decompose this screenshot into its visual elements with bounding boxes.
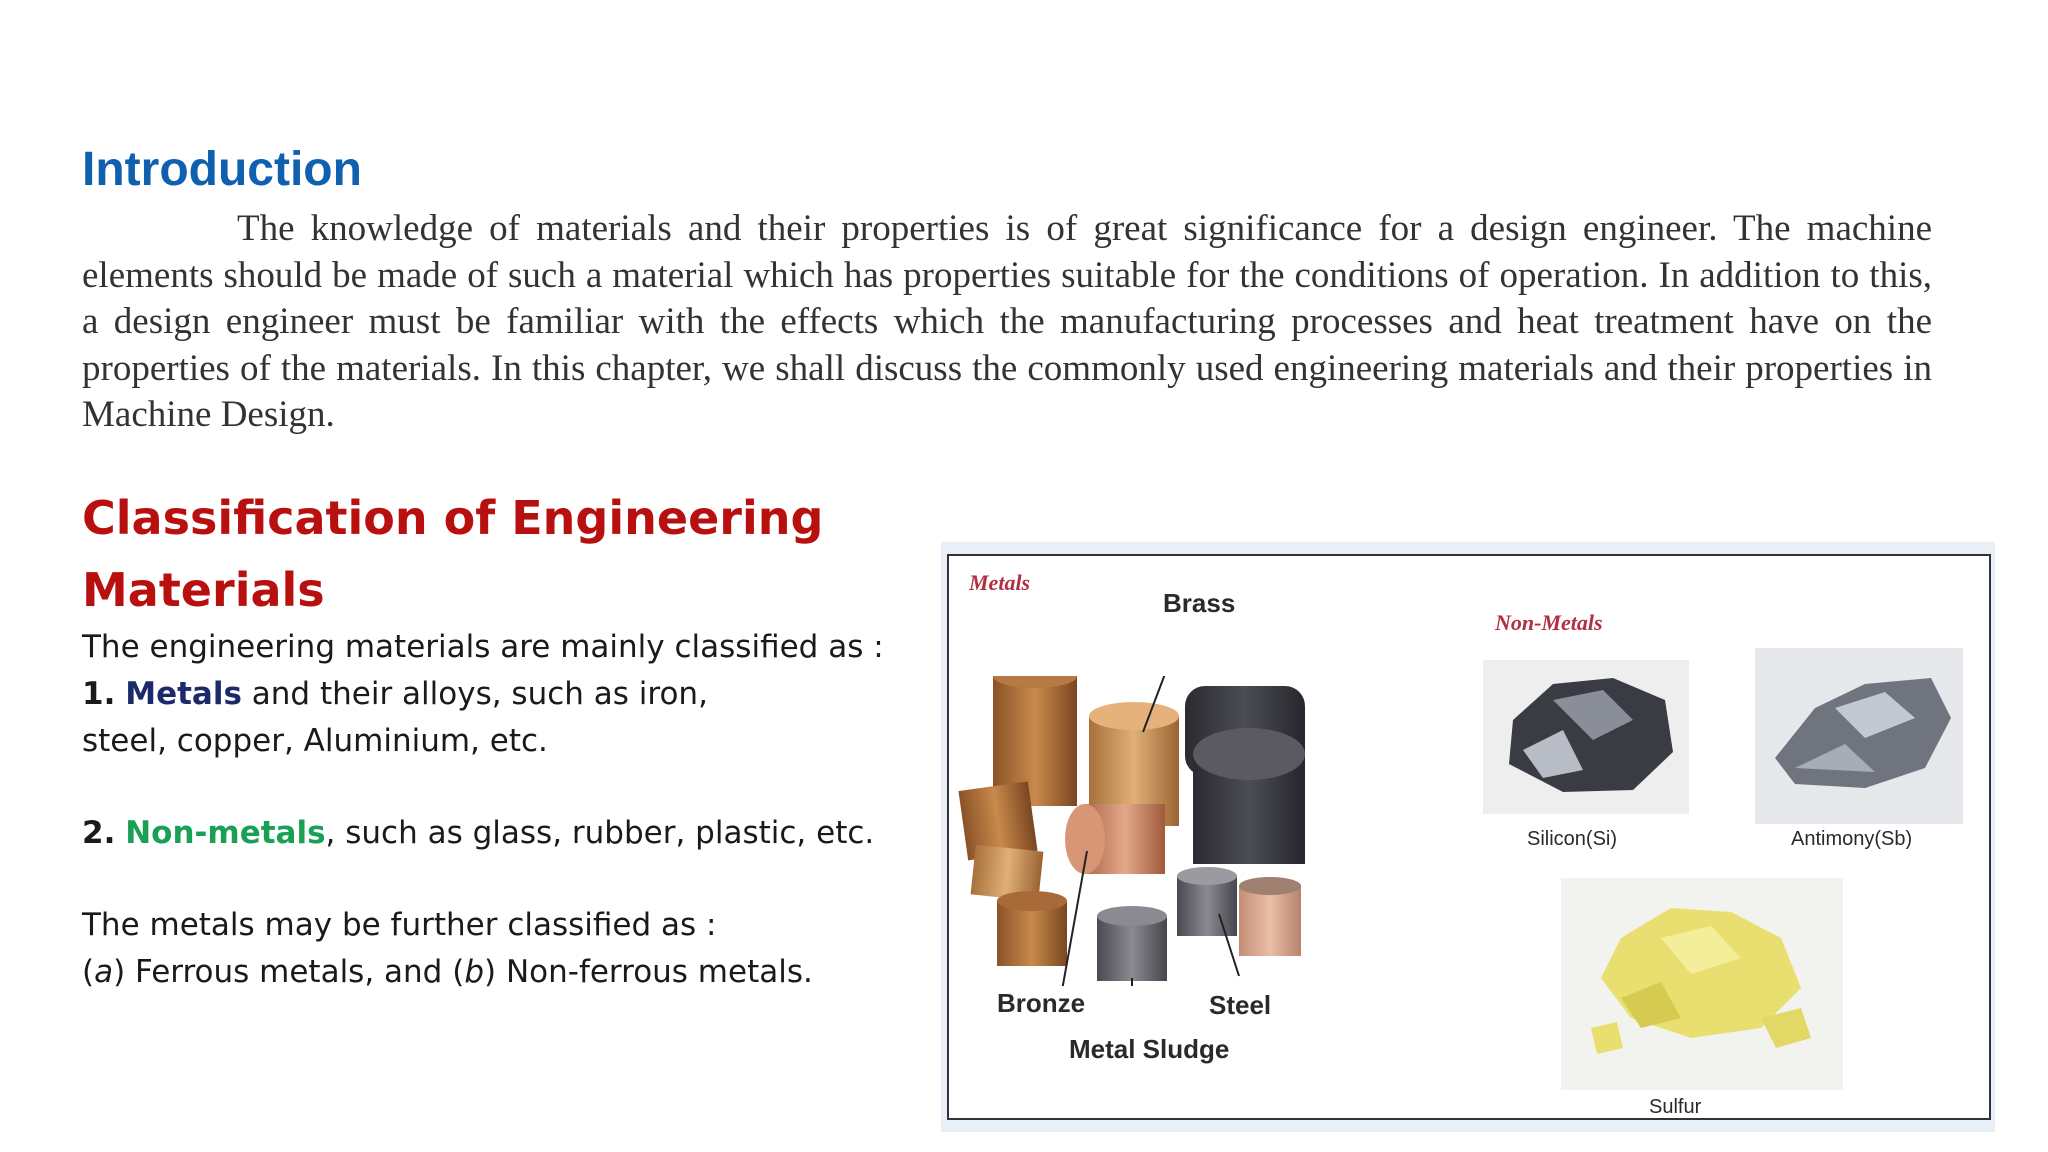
intro-heading: Introduction xyxy=(82,143,362,196)
metals-keyword: Metals xyxy=(125,676,242,712)
sulfur-photo xyxy=(1561,878,1843,1090)
label-steel: Steel xyxy=(1209,990,1272,1020)
silicon-photo xyxy=(1483,660,1689,814)
label-metal-sludge: Metal Sludge xyxy=(1069,1034,1230,1064)
label-antimony: Antimony(Sb) xyxy=(1791,828,1913,850)
list-item-metals xyxy=(82,671,922,718)
ferrous-nonferrous-line: (a) Ferrous metals, and (b) Non-ferrous metals. xyxy=(82,954,813,990)
list-item-nonmetals xyxy=(82,810,922,857)
antimony-photo xyxy=(1755,648,1963,824)
metals-heading: Metals xyxy=(969,570,1031,595)
materials-figure xyxy=(941,542,1995,1132)
classification-list xyxy=(82,624,922,996)
nonmetals-keyword: Non-metals xyxy=(125,815,326,851)
further-classification-lead: The metals may be further classified as : xyxy=(82,907,717,943)
classification-lead: The engineering materials are mainly classified as : xyxy=(82,629,884,665)
label-silicon: Silicon(Si) xyxy=(1527,828,1618,850)
item-number: 1. xyxy=(82,676,116,712)
small-cylinder xyxy=(1239,886,1301,956)
figure-frame xyxy=(947,554,1991,1120)
label-sulfur: Sulfur xyxy=(1649,1096,1702,1118)
label-brass: Brass xyxy=(1163,588,1236,618)
label-bronze: Bronze xyxy=(997,988,1086,1018)
nonmetals-heading: Non-Metals xyxy=(1495,610,1603,635)
intro-paragraph: The knowledge of materials and their properties is of great significance for a design engineer. The machine elements should be made of such a material which has properties suitable for the conditions of operation. In addition to this, a design engineer must be familiar with the effects which the manufacturing processes and heat treatment have on the properties of the materials. In this chapter, we shall discuss the commonly used engineering materials and their properties in Machine Design. xyxy=(82,208,1932,435)
nonmetals-description: , such as glass, rubber, plastic, etc. xyxy=(325,815,875,851)
item-number: 2. xyxy=(82,815,116,851)
metals-photo xyxy=(957,676,1307,986)
classification-heading: Classification of Engineering Materials xyxy=(82,491,824,617)
metals-description: and their alloys, such as iron, xyxy=(241,676,708,712)
metals-examples: steel, copper, Aluminium, etc. xyxy=(82,723,548,759)
